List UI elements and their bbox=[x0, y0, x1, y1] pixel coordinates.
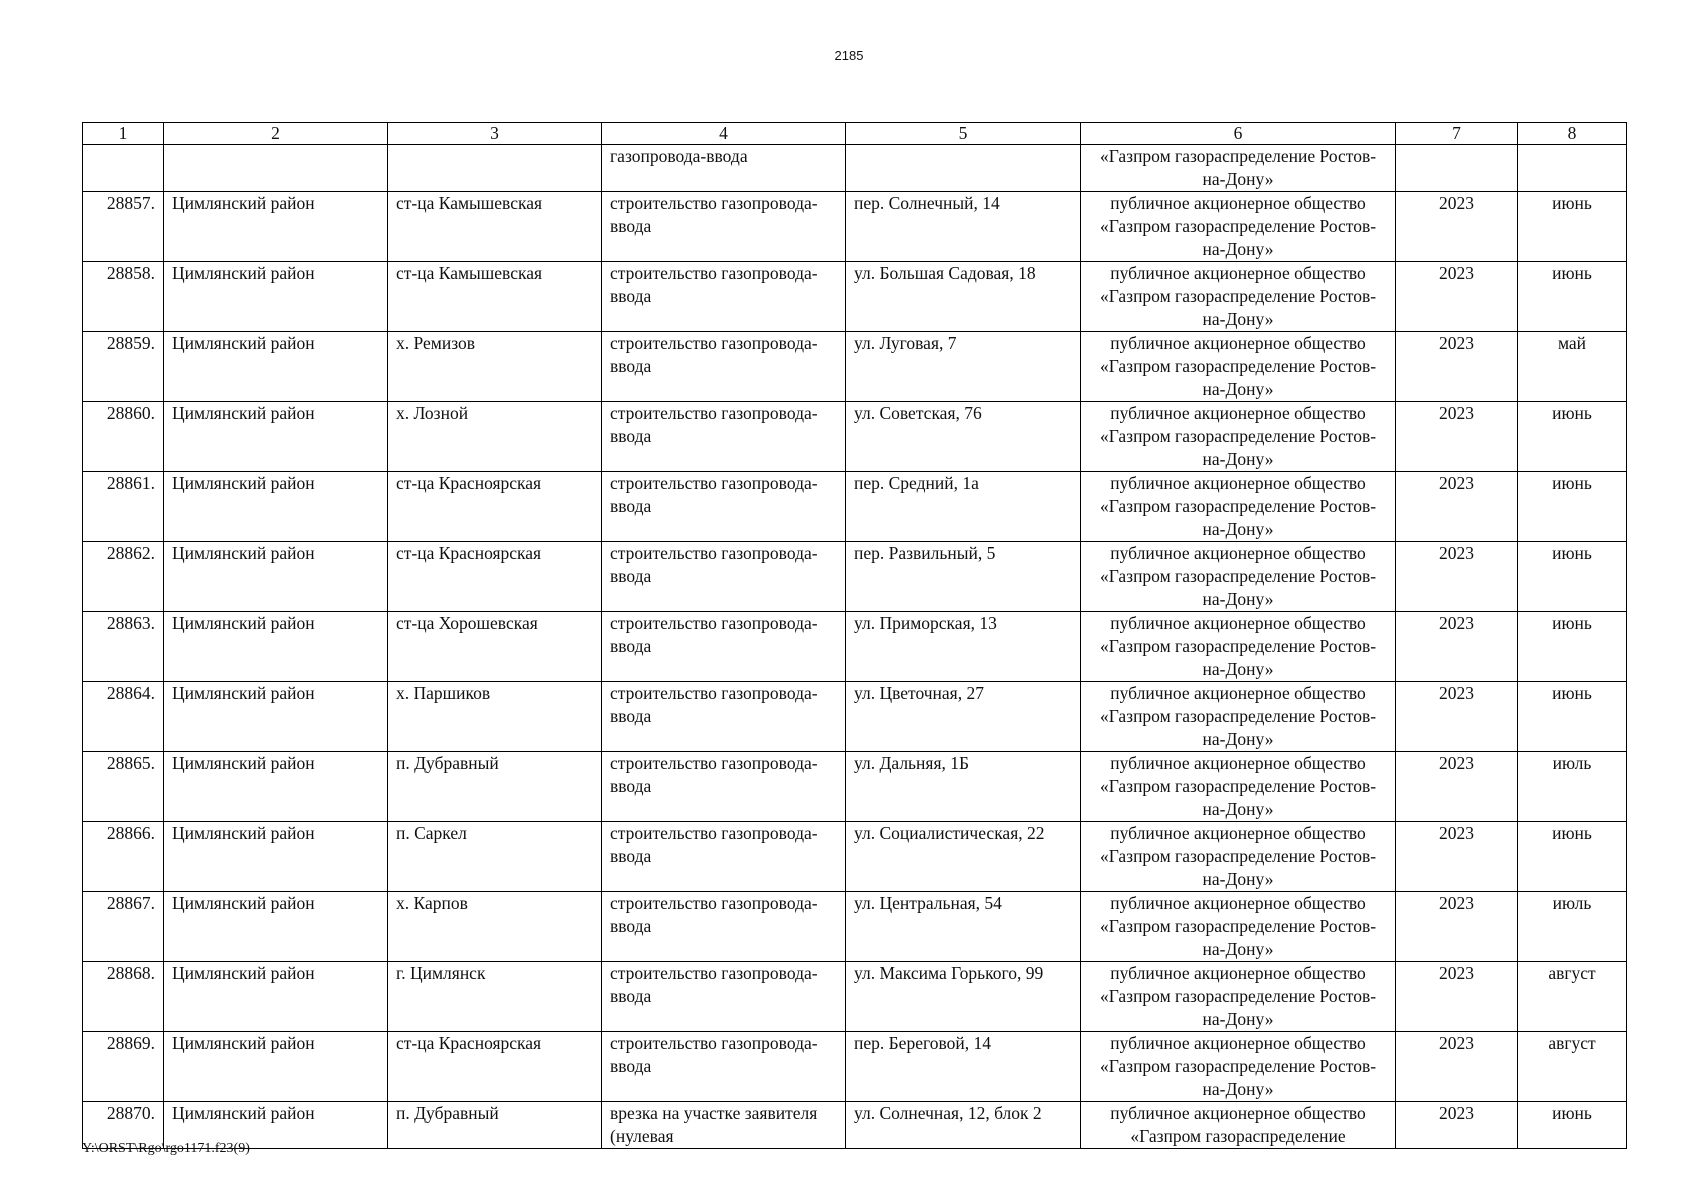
cell-month: июль bbox=[1518, 892, 1627, 962]
cell-organization: «Газпром газораспределение Ростов-на-Дону» bbox=[1081, 145, 1396, 192]
column-header: 4 bbox=[602, 123, 846, 145]
cell-district: Цимлянский район bbox=[164, 962, 388, 1032]
cell-district: Цимлянский район bbox=[164, 1032, 388, 1102]
column-header: 2 bbox=[164, 123, 388, 145]
cell-organization: публичное акционерное общество «Газпром газораспределение Ростов-на-Дону» bbox=[1081, 262, 1396, 332]
cell-month: июль bbox=[1518, 752, 1627, 822]
cell-settlement: ст-ца Красноярская bbox=[388, 472, 602, 542]
cell-organization: публичное акционерное общество «Газпром газораспределение Ростов-на-Дону» bbox=[1081, 542, 1396, 612]
cell-district: Цимлянский район bbox=[164, 612, 388, 682]
cell-organization: публичное акционерное общество «Газпром газораспределение Ростов-на-Дону» bbox=[1081, 402, 1396, 472]
cell-year: 2023 bbox=[1396, 962, 1518, 1032]
cell-settlement: п. Дубравный bbox=[388, 752, 602, 822]
cell-work-type: строительство газопровода-ввода bbox=[602, 682, 846, 752]
cell-number: 28865. bbox=[83, 752, 164, 822]
cell-month: июнь bbox=[1518, 542, 1627, 612]
cell-address: ул. Социалистическая, 22 bbox=[846, 822, 1081, 892]
cell-number: 28864. bbox=[83, 682, 164, 752]
cell-month: август bbox=[1518, 1032, 1627, 1102]
column-header: 7 bbox=[1396, 123, 1518, 145]
cell-organization: публичное акционерное общество «Газпром газораспределение Ростов-на-Дону» bbox=[1081, 612, 1396, 682]
table-row bbox=[83, 402, 1627, 472]
cell-organization: публичное акционерное общество «Газпром газораспределение Ростов-на-Дону» bbox=[1081, 892, 1396, 962]
cell-district: Цимлянский район bbox=[164, 262, 388, 332]
cell-month: июнь bbox=[1518, 472, 1627, 542]
cell-district: Цимлянский район bbox=[164, 1102, 388, 1149]
cell-month bbox=[1518, 145, 1627, 192]
cell-district: Цимлянский район bbox=[164, 892, 388, 962]
cell-settlement: х. Лозной bbox=[388, 402, 602, 472]
table-row bbox=[83, 542, 1627, 612]
cell-address: ул. Большая Садовая, 18 bbox=[846, 262, 1081, 332]
cell-settlement: ст-ца Хорошевская bbox=[388, 612, 602, 682]
cell-year: 2023 bbox=[1396, 472, 1518, 542]
table-row bbox=[83, 892, 1627, 962]
cell-work-type: строительство газопровода-ввода bbox=[602, 892, 846, 962]
cell-number: 28863. bbox=[83, 612, 164, 682]
cell-district: Цимлянский район bbox=[164, 752, 388, 822]
cell-address: ул. Цветочная, 27 bbox=[846, 682, 1081, 752]
cell-work-type: газопровода-ввода bbox=[602, 145, 846, 192]
cell-settlement: ст-ца Красноярская bbox=[388, 542, 602, 612]
cell-work-type: строительство газопровода-ввода bbox=[602, 752, 846, 822]
cell-year: 2023 bbox=[1396, 192, 1518, 262]
cell-work-type: строительство газопровода-ввода bbox=[602, 472, 846, 542]
cell-work-type: строительство газопровода-ввода bbox=[602, 402, 846, 472]
cell-year: 2023 bbox=[1396, 752, 1518, 822]
cell-district bbox=[164, 145, 388, 192]
cell-year: 2023 bbox=[1396, 612, 1518, 682]
cell-work-type: строительство газопровода-ввода bbox=[602, 1032, 846, 1102]
cell-settlement: х. Ремизов bbox=[388, 332, 602, 402]
table-row bbox=[83, 262, 1627, 332]
column-header: 5 bbox=[846, 123, 1081, 145]
table-row bbox=[83, 332, 1627, 402]
table-row bbox=[83, 1102, 1627, 1149]
cell-address: ул. Дальняя, 1Б bbox=[846, 752, 1081, 822]
cell-work-type: строительство газопровода-ввода bbox=[602, 192, 846, 262]
cell-number: 28866. bbox=[83, 822, 164, 892]
cell-month: июнь bbox=[1518, 402, 1627, 472]
cell-address bbox=[846, 145, 1081, 192]
table-row bbox=[83, 612, 1627, 682]
cell-organization: публичное акционерное общество «Газпром газораспределение Ростов-на-Дону» bbox=[1081, 822, 1396, 892]
table-row bbox=[83, 472, 1627, 542]
cell-year: 2023 bbox=[1396, 892, 1518, 962]
cell-settlement: п. Дубравный bbox=[388, 1102, 602, 1149]
page-number: 2185 bbox=[834, 48, 864, 63]
cell-organization: публичное акционерное общество «Газпром газораспределение Ростов-на-Дону» bbox=[1081, 472, 1396, 542]
cell-work-type: строительство газопровода-ввода bbox=[602, 822, 846, 892]
cell-settlement: ст-ца Камышевская bbox=[388, 192, 602, 262]
cell-number: 28867. bbox=[83, 892, 164, 962]
cell-year: 2023 bbox=[1396, 402, 1518, 472]
cell-organization: публичное акционерное общество «Газпром газораспределение Ростов-на-Дону» bbox=[1081, 192, 1396, 262]
column-number-row bbox=[83, 123, 1627, 145]
cell-work-type: строительство газопровода-ввода bbox=[602, 612, 846, 682]
table-row bbox=[83, 192, 1627, 262]
column-header: 3 bbox=[388, 123, 602, 145]
table-row bbox=[83, 682, 1627, 752]
cell-year: 2023 bbox=[1396, 262, 1518, 332]
cell-district: Цимлянский район bbox=[164, 682, 388, 752]
cell-settlement bbox=[388, 145, 602, 192]
cell-district: Цимлянский район bbox=[164, 472, 388, 542]
cell-number: 28869. bbox=[83, 1032, 164, 1102]
cell-work-type: врезка на участке заявителя (нулевая bbox=[602, 1102, 846, 1149]
cell-work-type: строительство газопровода-ввода bbox=[602, 962, 846, 1032]
cell-year bbox=[1396, 145, 1518, 192]
cell-number bbox=[83, 145, 164, 192]
cell-month: июнь bbox=[1518, 822, 1627, 892]
cell-month: июнь bbox=[1518, 612, 1627, 682]
cell-number: 28870. bbox=[83, 1102, 164, 1149]
cell-year: 2023 bbox=[1396, 682, 1518, 752]
cell-organization: публичное акционерное общество «Газпром газораспределение Ростов-на-Дону» bbox=[1081, 1032, 1396, 1102]
footer-file-path: Y:\ORST\Rgo\rgo1171.f23(9) bbox=[82, 1141, 250, 1156]
cell-number: 28860. bbox=[83, 402, 164, 472]
cell-month: август bbox=[1518, 962, 1627, 1032]
cell-settlement: х. Карпов bbox=[388, 892, 602, 962]
cell-month: июнь bbox=[1518, 192, 1627, 262]
cell-settlement: п. Саркел bbox=[388, 822, 602, 892]
table-row bbox=[83, 1032, 1627, 1102]
cell-number: 28858. bbox=[83, 262, 164, 332]
table-row bbox=[83, 822, 1627, 892]
column-header: 1 bbox=[83, 123, 164, 145]
cell-organization: публичное акционерное общество «Газпром газораспределение Ростов-на-Дону» bbox=[1081, 752, 1396, 822]
cell-settlement: х. Паршиков bbox=[388, 682, 602, 752]
cell-month: июнь bbox=[1518, 262, 1627, 332]
cell-organization: публичное акционерное общество «Газпром газораспределение bbox=[1081, 1102, 1396, 1149]
cell-organization: публичное акционерное общество «Газпром газораспределение Ростов-на-Дону» bbox=[1081, 682, 1396, 752]
table-row bbox=[83, 962, 1627, 1032]
cell-organization: публичное акционерное общество «Газпром газораспределение Ростов-на-Дону» bbox=[1081, 332, 1396, 402]
cell-district: Цимлянский район bbox=[164, 402, 388, 472]
cell-month: май bbox=[1518, 332, 1627, 402]
cell-address: пер. Развильный, 5 bbox=[846, 542, 1081, 612]
cell-address: пер. Солнечный, 14 bbox=[846, 192, 1081, 262]
cell-district: Цимлянский район bbox=[164, 192, 388, 262]
cell-year: 2023 bbox=[1396, 1032, 1518, 1102]
cell-month: июнь bbox=[1518, 682, 1627, 752]
cell-number: 28857. bbox=[83, 192, 164, 262]
cell-address: ул. Советская, 76 bbox=[846, 402, 1081, 472]
cell-address: ул. Луговая, 7 bbox=[846, 332, 1081, 402]
cell-address: ул. Центральная, 54 bbox=[846, 892, 1081, 962]
cell-year: 2023 bbox=[1396, 1102, 1518, 1149]
cell-number: 28859. bbox=[83, 332, 164, 402]
cell-month: июнь bbox=[1518, 1102, 1627, 1149]
cell-number: 28868. bbox=[83, 962, 164, 1032]
cell-work-type: строительство газопровода-ввода bbox=[602, 542, 846, 612]
cell-address: пер. Средний, 1а bbox=[846, 472, 1081, 542]
column-header: 8 bbox=[1518, 123, 1627, 145]
cell-address: ул. Максима Горького, 99 bbox=[846, 962, 1081, 1032]
cell-work-type: строительство газопровода-ввода bbox=[602, 332, 846, 402]
data-table bbox=[82, 122, 1627, 1149]
cell-year: 2023 bbox=[1396, 542, 1518, 612]
cell-year: 2023 bbox=[1396, 332, 1518, 402]
column-header: 6 bbox=[1081, 123, 1396, 145]
cell-number: 28862. bbox=[83, 542, 164, 612]
cell-address: пер. Береговой, 14 bbox=[846, 1032, 1081, 1102]
cell-address: ул. Солнечная, 12, блок 2 bbox=[846, 1102, 1081, 1149]
cell-settlement: г. Цимлянск bbox=[388, 962, 602, 1032]
table-row bbox=[83, 752, 1627, 822]
cell-settlement: ст-ца Красноярская bbox=[388, 1032, 602, 1102]
cell-address: ул. Приморская, 13 bbox=[846, 612, 1081, 682]
cell-work-type: строительство газопровода-ввода bbox=[602, 262, 846, 332]
cell-district: Цимлянский район bbox=[164, 332, 388, 402]
cell-settlement: ст-ца Камышевская bbox=[388, 262, 602, 332]
cell-organization: публичное акционерное общество «Газпром газораспределение Ростов-на-Дону» bbox=[1081, 962, 1396, 1032]
cell-district: Цимлянский район bbox=[164, 822, 388, 892]
cell-year: 2023 bbox=[1396, 822, 1518, 892]
continuation-row bbox=[83, 145, 1627, 192]
cell-number: 28861. bbox=[83, 472, 164, 542]
cell-district: Цимлянский район bbox=[164, 542, 388, 612]
